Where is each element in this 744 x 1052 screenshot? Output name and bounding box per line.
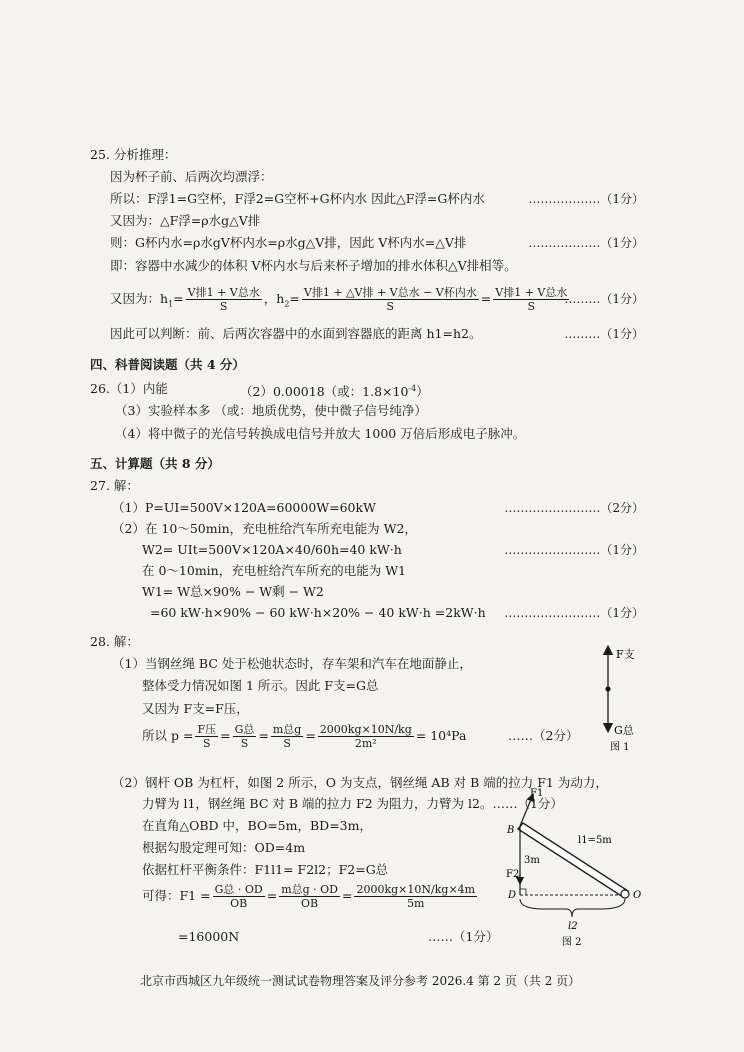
q28-part2-f: 可得：F1 = $\frac{\text{G总 · OD}}{OB}$ = $\frac{\text{m总g · OD}}{OB}$ = $\frac{2000kg\times 10N/kg\times 4m}{5m}$: [142, 883, 476, 910]
q28-part2-g: =16000N: [178, 929, 240, 944]
q25-line6-score: ………（1分）: [564, 292, 644, 306]
frac-denominator: OB: [301, 897, 319, 910]
q27-part1: （1）P=UI=500V×120A=60000W=60kW: [112, 500, 376, 515]
q25-line1: 因为杯子前、后两次均漂浮：: [110, 169, 273, 184]
q28-pressure-frac4: [318, 723, 414, 750]
q25-line5: 即：容器中水减少的体积 V杯内水与后来杯子增加的排水体积△V排相等。: [110, 258, 517, 273]
q28-title: 28. 解：: [90, 634, 139, 649]
q27-part1-score: ……………………（2分）: [504, 501, 644, 515]
q25-line2-score: ………………（1分）: [528, 192, 644, 206]
l1-label: l1=5m: [578, 835, 612, 846]
q25-fraction-h1: [186, 286, 262, 313]
q28-pressure-prefix: 所以 p =: [142, 728, 194, 743]
q26-item2: [240, 381, 429, 400]
support-force-label: F支: [616, 648, 635, 661]
figure-2-lever-diagram: [500, 785, 660, 953]
q28-pressure-frac1: [195, 723, 218, 750]
q28-part2-d: 根据勾股定理可知：OD=4m: [142, 840, 306, 855]
q28-force-frac1: [213, 883, 265, 910]
q26-item2-end: ）: [416, 384, 429, 400]
q28-pressure-frac3: [271, 723, 303, 750]
q28-force-frac2: [279, 883, 340, 910]
q26-item2-exp: -4: [408, 384, 417, 393]
q25-line3: 又因为：△F浮=ρ水g△V排: [110, 213, 261, 228]
q25-line7: 因此可以判断：前、后两次容器中的水面到容器底的距离 h1=h2。: [110, 326, 482, 341]
l2-brace: [520, 899, 625, 917]
q28-part1-d-score: ……（2分）: [508, 728, 579, 743]
frac-denominator: S: [202, 737, 211, 750]
q26-item3: （3）实验样本多 （或：地质优势，使中微子信号纯净）: [115, 403, 427, 418]
q28-force-frac3: [354, 883, 477, 910]
gravity-label: G总: [614, 724, 634, 737]
q28-part2-e: 依据杠杆平衡条件：F1l1= F2l2；F2=G总: [142, 862, 389, 877]
q28-pressure-result: = 10⁴Pa: [415, 728, 467, 743]
q28-part1-c: 又因为 F支=F压，: [142, 701, 249, 716]
section5-title: 五、计算题（共 8 分）: [90, 456, 220, 471]
q26-item4: （4）将中微子的光信号转换成电信号并放大 1000 万倍后形成电子脉冲。: [115, 426, 526, 441]
frac-denominator: S: [386, 300, 395, 313]
section4-title: 四、科普阅读题（共 4 分）: [90, 357, 245, 372]
b-label: B: [507, 825, 515, 836]
d-label: D: [508, 890, 517, 901]
figure-1-force-diagram: [596, 644, 656, 756]
page-footer: 北京市西城区九年级统一测试试卷物理答案及评分参考 2026.4 第 2 页（共 2 页）: [140, 974, 581, 988]
eq-sign: =: [480, 291, 492, 306]
q27-part2-b-score: ……………………（1分）: [504, 543, 644, 557]
q28-part2-b: 力臂为 l1，钢丝绳 BC 对 B 端的拉力 F2 为阻力，力臂为 l2。……（1分）: [142, 796, 563, 811]
q28-force-prefix: 可得：F1 =: [142, 888, 211, 903]
frac-numerator: G总: [234, 723, 255, 736]
q27-title: 27. 解：: [90, 478, 139, 493]
frac-numerator: G总 · OD: [214, 883, 263, 896]
q25-line6-prefix: 又因为：h: [110, 291, 169, 306]
frac-numerator: V排1 + V总水: [187, 286, 260, 299]
f1-label: F1: [530, 788, 544, 799]
eq-sign: =: [173, 291, 184, 306]
q25-line4: 则：G杯内水=ρ水gV杯内水=ρ水g△V排，因此 V杯内水=△V排: [110, 235, 467, 250]
frac-numerator: m总g · OD: [281, 883, 338, 896]
q28-pressure-frac2: [233, 723, 257, 750]
bd-length-label: 3m: [524, 855, 540, 866]
q25-line6-h2: ，h: [263, 291, 285, 306]
q26-item2-text: （2）0.00018（或：1.8×10: [240, 384, 409, 400]
q27-part2-a: （2）在 10～50min，充电桩给汽车所充电能为 W2，: [112, 521, 417, 536]
q25-title: 25. 分析推理：: [90, 147, 177, 162]
frac-denominator: S: [527, 300, 536, 313]
q25-h1-sub: 1: [168, 299, 174, 309]
l2-label: l2: [568, 921, 578, 932]
frac-denominator: S: [240, 737, 249, 750]
q25-h2-sub: 2: [284, 299, 290, 309]
q28-part2-a: （2）钢杆 OB 为杠杆，如图 2 所示，O 为支点，钢丝绳 AB 对 B 端的拉力 F1 为动力，: [112, 775, 608, 790]
q25-line2: 所以：F浮1=G空杯，F浮2=G空杯+G杯内水 因此△F浮=G杯内水: [110, 191, 485, 206]
frac-denominator: OB: [230, 897, 248, 910]
q27-part2-d: W1= W总×90% − W剩 − W2: [142, 584, 324, 599]
q28-part1-b: 整体受力情况如图 1 所示。因此 F支=G总: [142, 678, 379, 693]
q25-fraction-h2a: [302, 286, 479, 313]
figure-1-caption: 图 1: [610, 742, 630, 753]
q27-part2-e: =60 kW·h×90% − 60 kW·h×20% − 40 kW·h =2kW·h: [150, 605, 486, 620]
q25-line4-score: ………………（1分）: [528, 236, 644, 250]
frac-denominator: 5m: [407, 897, 425, 910]
q27-part2-b: W2= UIt=500V×120A×40/60h=40 kW·h: [142, 542, 402, 557]
q28-part2-g-score: ……（1分）: [428, 929, 499, 944]
eq-sign: =: [289, 291, 300, 306]
object-point: [605, 686, 610, 691]
pivot-o: [621, 890, 629, 898]
q25-line6: [110, 284, 571, 320]
q28-part1-d: 所以 p = $\frac{\text{F压}}{S}$ = $\frac{\text{G总}}{S}$ = $\frac{\text{m总g}}{S}$ = $\frac{2000kg\times 10N/kg}{\text{2m²}}$ = 10⁴Pa: [142, 723, 467, 750]
q27-part2-c: 在 0～10min，充电桩给汽车所充的电能为 W1: [142, 563, 407, 578]
f2-label: F2: [506, 869, 520, 880]
frac-numerator: F压: [197, 723, 217, 736]
q25-line7-score: ………（1分）: [564, 327, 644, 341]
q27-part2-e-score: ……………………（1分）: [504, 606, 644, 620]
frac-denominator: S: [219, 300, 228, 313]
frac-denominator: S: [283, 737, 291, 750]
f1-arrow: [520, 797, 532, 826]
frac-denominator: 2m²: [354, 737, 377, 750]
frac-numerator: V排1 + △V排 + V总水 − V杯内水: [303, 286, 477, 299]
frac-numerator: m总g: [272, 723, 302, 736]
frac-numerator: 2000kg×10N/kg: [319, 723, 412, 736]
o-label: O: [633, 890, 642, 901]
q28-part2-c: 在直角△OBD 中，BO=5m，BD=3m，: [142, 818, 372, 833]
q28-part1-a: （1）当钢丝绳 BC 处于松弛状态时，存车架和汽车在地面静止，: [112, 656, 472, 671]
frac-numerator: V排1 + V总水: [495, 286, 568, 299]
q25-fraction-h2b: [493, 286, 569, 313]
figure-2-caption: 图 2: [562, 937, 582, 948]
q26-item1: 26.（1）内能: [90, 381, 168, 396]
frac-numerator: 2000kg×10N/kg×4m: [356, 883, 476, 896]
